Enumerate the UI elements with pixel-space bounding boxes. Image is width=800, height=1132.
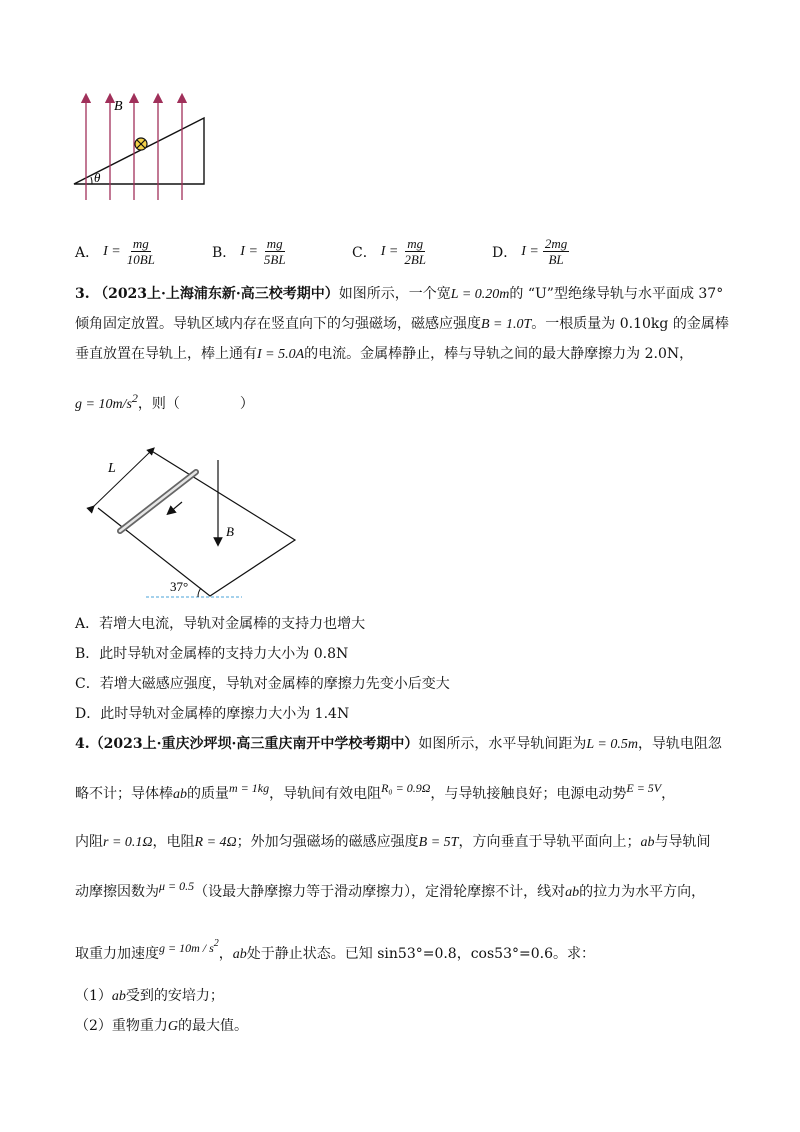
- q3-b-expr: B = 1.0T: [481, 317, 532, 332]
- option-letter: D．: [492, 244, 518, 261]
- current-into-page-icon: [135, 138, 147, 150]
- q3-line-4: g = 10m/s2，则（ ）: [75, 391, 254, 412]
- q4-line-4: 动摩擦因数为μ = 0.5（设最大静摩擦力等于滑动摩擦力），定滑轮摩擦不计，线对ab的拉力为水平方向，: [75, 879, 706, 900]
- option-lhs: I =: [103, 243, 121, 259]
- q4-sub-2: （2）重物重力G的最大值。: [75, 1018, 249, 1034]
- option-fraction: $\frac{mg}{5BL}$: [263, 236, 286, 267]
- option-b[interactable]: [212, 236, 288, 267]
- option-a[interactable]: [75, 236, 157, 267]
- option-lhs: I =: [380, 243, 399, 259]
- q3-width-expr: L = 0.20m: [450, 287, 510, 302]
- field-label: B: [114, 99, 123, 114]
- width-dimension: [92, 450, 152, 508]
- option-lhs: I =: [521, 243, 539, 259]
- option-fraction: $\frac{mg}{10BL}$: [126, 236, 155, 267]
- q3-option-d[interactable]: D．此时导轨对金属棒的摩擦力大小为 1.4N: [75, 706, 350, 722]
- q4-source: （2023上·重庆沙坪坝·高三重庆南开中学校考期中）: [89, 736, 419, 752]
- q4-line-1: 4.（2023上·重庆沙坪坝·高三重庆南开中学校考期中）如图所示，水平导轨间距为L = 0.5m，导轨电阻忽: [75, 736, 722, 752]
- option-letter: B．: [212, 244, 237, 261]
- q3-line-2: 倾角固定放置。导轨区域内存在竖直向下的匀强磁场，磁感应强度B = 1.0T。一根质量为 0.10kg 的金属棒: [75, 316, 729, 332]
- angle-arc: [198, 588, 201, 597]
- incline-field-figure: [70, 88, 220, 204]
- q3-line-1: 3. （2023上·上海浦东新·高三校考期中）如图所示，一个宽L = 0.20m的 “U”型绝缘导轨与水平面成 37°: [75, 286, 724, 302]
- option-letter: C．: [352, 244, 377, 261]
- q4-line-5: 取重力加速度$g = 10m / s^2$，ab处于静止状态。已知 sin53°=0.8，cos53°=0.6。求：: [75, 938, 595, 962]
- angle-label: θ: [94, 170, 101, 185]
- q4-line-3: 内阻r = 0.1Ω，电阻R = 4Ω；外加匀强磁场的磁感应强度B = 5T，方向垂直于导轨平面向上；ab与导轨间: [75, 834, 711, 850]
- field-b-label: B: [226, 524, 234, 539]
- option-fraction: $\frac{2mg}{BL}$: [544, 236, 568, 267]
- option-d[interactable]: [492, 236, 569, 267]
- q3-line-3: 垂直放置在导轨上，棒上通有I = 5.0A的电流。金属棒静止，棒与导轨之间的最大静摩擦力为 2.0N，: [75, 346, 694, 362]
- option-lhs: I =: [240, 243, 258, 259]
- q3-option-a[interactable]: A．若增大电流，导轨对金属棒的支持力也增大: [75, 616, 366, 632]
- angle-label: 37°: [170, 579, 189, 594]
- option-c[interactable]: [352, 236, 428, 267]
- q4-sub-1: （1）ab受到的安培力；: [75, 988, 224, 1004]
- q3-i-expr: I = 5.0A: [257, 347, 305, 362]
- q3-source: （2023上·上海浦东新·高三校考期中）: [94, 286, 339, 302]
- motion-arrow: [170, 502, 182, 512]
- q4-number: 4.: [75, 736, 90, 752]
- angle-arc: [91, 177, 92, 184]
- q3-g-expr: g = 10m/s: [75, 397, 132, 412]
- option-letter: A．: [75, 244, 100, 261]
- q3-number: 3.: [75, 286, 90, 302]
- inclined-rail-figure: [80, 442, 310, 604]
- q3-option-c[interactable]: C．若增大磁感应强度，导轨对金属棒的摩擦力先变小后变大: [75, 676, 450, 692]
- width-label: L: [108, 461, 116, 476]
- q3-option-b[interactable]: B．此时导轨对金属棒的支持力大小为 0.8N: [75, 646, 349, 662]
- q4-line-2: 略不计；导体棒ab的质量m = 1kg，导轨间有效电阻R₀ = 0.9Ω，与导轨接触良好；电源电动势E = 5V，: [75, 781, 676, 802]
- option-fraction: $\frac{mg}{2BL}$: [404, 236, 426, 267]
